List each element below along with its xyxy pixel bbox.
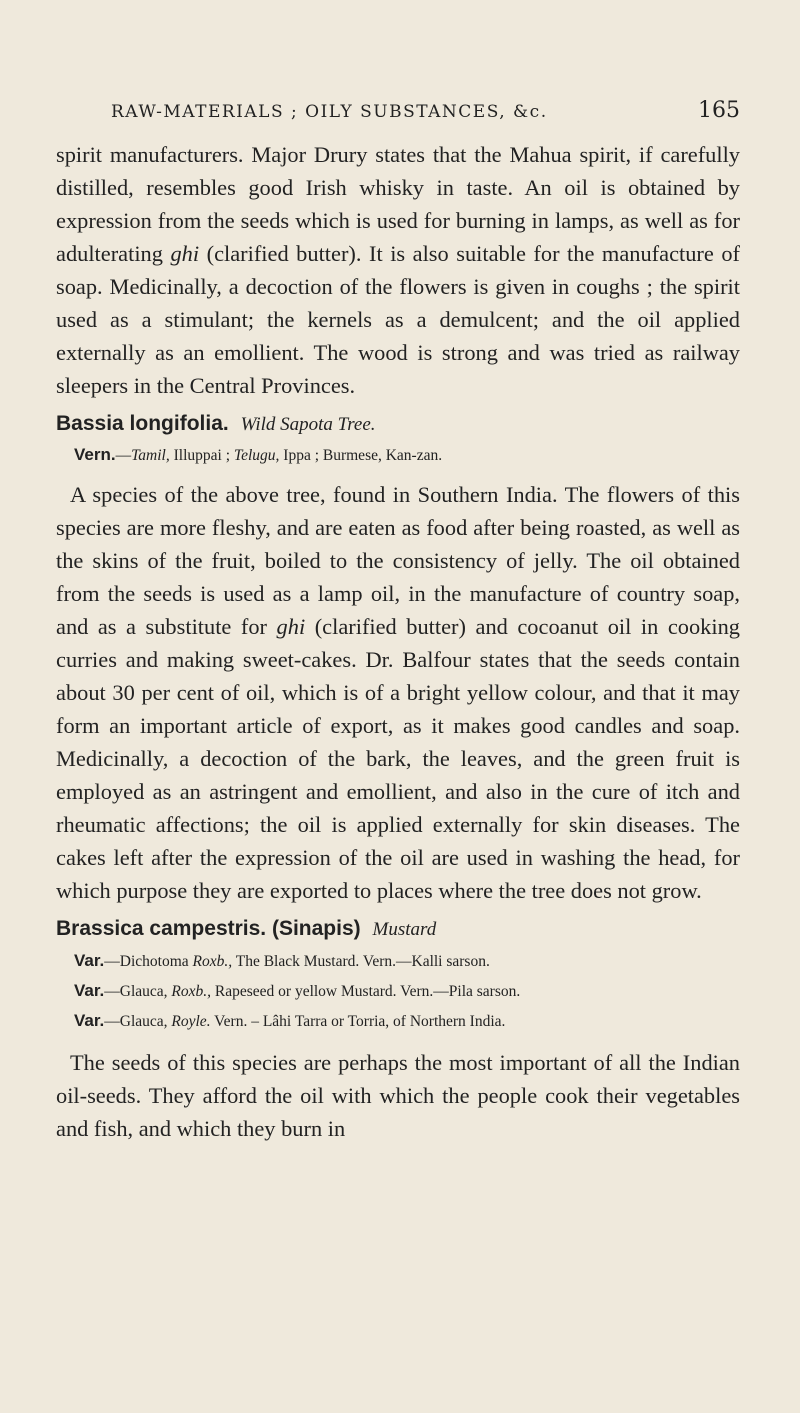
text-run: (clarified butter) and cocoanut oil in cooking curries and making sweet-cakes. Dr. Balfour states that the seeds contain about 30 per cent of oil, which is of a bright yellow colour, and that it may form an important article of export, as it makes good candles and soap. Medicinally, a decoction of the bark, the leaves, and the green fruit is employed as an astringent and emollient, and also in the cure of itch and rheumatic affections; the oil is applied externally for skin diseases. The cakes left after the expression of the oil are used in washing the head, for which purpose they are exported to places where the tree does not grow. [56, 614, 740, 903]
latin-name: Brassica campestris. (Sinapis) [56, 917, 361, 940]
term-ghi: ghi [276, 614, 306, 639]
text-run: (clarified butter). It is also suitable for the manufacture of soap. Medicinally, a decoction of the flowers is given in coughs ; the spirit used as a stimulant; the kernels as a demulcent; and the oil applied externally as an emollient. The wood is strong and was tried as railway sleepers in the Central Provinces. [56, 241, 740, 398]
paragraph-mahua [56, 138, 740, 402]
paragraph-brassica: The seeds of this species are perhaps the most important of all the Indian oil-seeds. They afford the oil with which the people cook their vegetables and fish, and which they burn in [56, 1050, 740, 1141]
lang-tamil: Tamil, [131, 447, 170, 464]
latin-name: Bassia longifolia. [56, 412, 229, 435]
common-name: Mustard [372, 919, 437, 940]
variety-line [74, 976, 740, 1006]
common-name: Wild Sapota Tree. [240, 414, 376, 435]
name-rest: Ippa ; Burmese, Kan-zan. [279, 447, 443, 464]
term-ghi: ghi [170, 241, 200, 266]
book-page [56, 96, 740, 1145]
variety-list [56, 946, 740, 1036]
lang-telugu: Telugu, [233, 447, 280, 464]
vern-dash: — [115, 447, 132, 464]
var-tag: Var. [74, 981, 105, 1000]
page-header [56, 96, 740, 138]
var-authority: Royle. [171, 1013, 211, 1030]
var-text: —Glauca, [104, 1013, 172, 1030]
section-heading-bassia [56, 408, 740, 441]
vern-tag: Vern. [74, 445, 116, 464]
text-run: spirit manufacturers. Major Drury states that the Mahua spirit, if carefully distilled, resembles good Irish whisky in taste. An oil is obtained by expression from the seeds which is used for burning in lamps, as well as for adulterating [56, 142, 740, 266]
var-text: The Black Mustard. Vern.—Kalli sarson. [232, 953, 490, 970]
page-number: 165 [698, 98, 740, 123]
text-run: A species of the above tree, found in Southern India. The flowers of this species are more fleshy, and are eaten as food after being roasted, as well as the skins of the fruit, boiled to the consistency of jelly. The oil obtained from the seeds is used as a lamp oil, in the manufacture of country soap, and as a substitute for [56, 482, 740, 639]
var-authority: Roxb., [192, 953, 233, 970]
var-text: —Glauca, [104, 983, 172, 1000]
variety-line [74, 1006, 740, 1036]
var-text: Rapeseed or yellow Mustard. Vern.—Pila sarson. [211, 983, 521, 1000]
var-text: Vern. – Lâhi Tarra or Torria, of Northern India. [210, 1013, 506, 1030]
paragraph-bassia [56, 478, 740, 907]
var-tag: Var. [74, 1011, 105, 1030]
var-text: —Dichotoma [104, 953, 193, 970]
vernacular-names [74, 441, 740, 470]
running-head: RAW-MATERIALS ; OILY SUBSTANCES, &c. [111, 102, 548, 122]
name-tamil: Illuppai ; [169, 447, 234, 464]
section-heading-brassica [56, 913, 740, 946]
var-authority: Roxb., [171, 983, 212, 1000]
var-tag: Var. [74, 951, 105, 970]
variety-line [74, 946, 740, 976]
